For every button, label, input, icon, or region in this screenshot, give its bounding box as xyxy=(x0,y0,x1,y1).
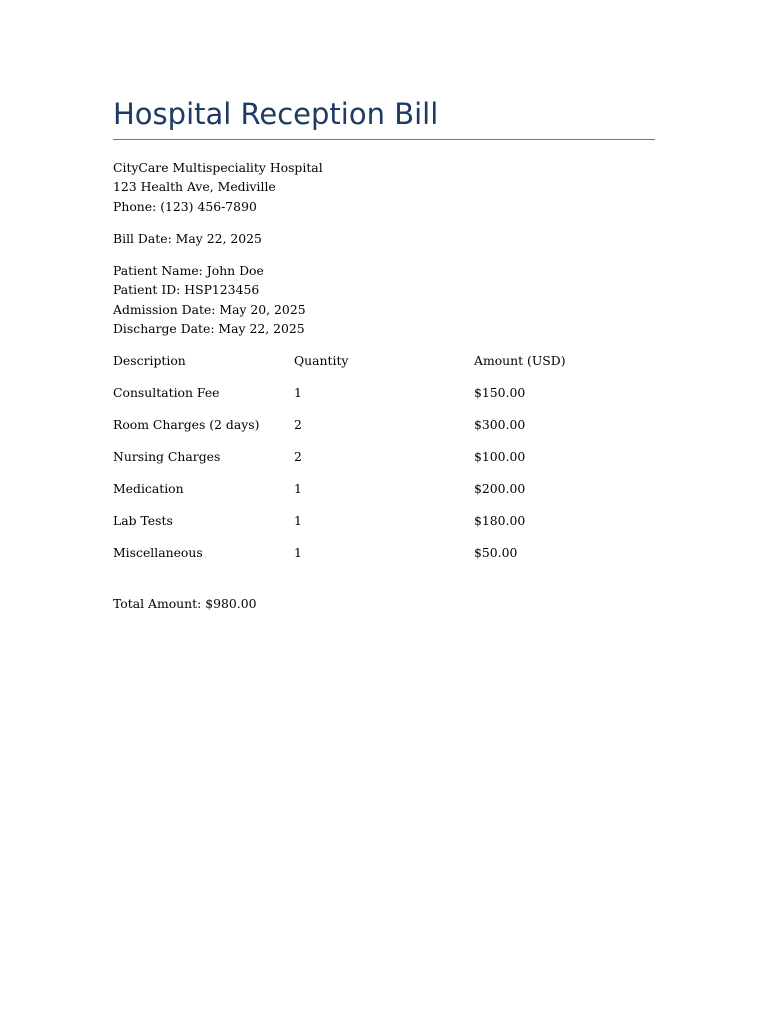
table-row xyxy=(113,509,655,541)
row-amount: $200.00 xyxy=(474,481,526,496)
row-quantity: 2 xyxy=(294,417,302,432)
row-quantity: 1 xyxy=(294,481,302,496)
bill-date-section xyxy=(113,229,262,248)
hospital-address: 123 Health Ave, Mediville xyxy=(113,179,276,195)
patient-name: Patient Name: John Doe xyxy=(113,263,264,278)
row-quantity: 1 xyxy=(294,545,302,560)
charges-header-row xyxy=(113,349,655,381)
row-amount: $50.00 xyxy=(474,545,518,560)
row-description: Room Charges (2 days) xyxy=(113,417,260,432)
row-amount: $300.00 xyxy=(474,417,526,432)
total-amount: Total Amount: $980.00 xyxy=(113,596,257,611)
document-title: Hospital Reception Bill xyxy=(113,97,439,131)
row-quantity: 2 xyxy=(294,449,302,464)
hospital-info xyxy=(113,158,323,216)
row-amount: $100.00 xyxy=(474,449,526,464)
row-description: Consultation Fee xyxy=(113,385,220,400)
title-underline xyxy=(113,139,655,140)
table-row xyxy=(113,381,655,413)
hospital-name: CityCare Multispeciality Hospital xyxy=(113,160,323,175)
row-amount: $180.00 xyxy=(474,513,526,528)
row-quantity: 1 xyxy=(294,513,302,528)
header-amount: Amount (USD) xyxy=(474,353,566,368)
row-description: Medication xyxy=(113,481,184,496)
charges-table xyxy=(113,349,655,573)
header-description: Description xyxy=(113,353,186,368)
patient-info xyxy=(113,261,306,338)
table-row xyxy=(113,413,655,445)
row-description: Miscellaneous xyxy=(113,545,203,560)
row-description: Nursing Charges xyxy=(113,449,221,464)
admission-date: Admission Date: May 20, 2025 xyxy=(113,301,306,317)
discharge-date: Discharge Date: May 22, 2025 xyxy=(113,320,305,336)
patient-id: Patient ID: HSP123456 xyxy=(113,282,260,298)
bill-date: Bill Date: May 22, 2025 xyxy=(113,231,262,246)
row-amount: $150.00 xyxy=(474,385,526,400)
table-row xyxy=(113,541,655,573)
row-quantity: 1 xyxy=(294,385,302,400)
header-quantity: Quantity xyxy=(294,353,349,368)
row-description: Lab Tests xyxy=(113,513,173,528)
table-row xyxy=(113,445,655,477)
table-row xyxy=(113,477,655,509)
hospital-phone: Phone: (123) 456-7890 xyxy=(113,198,257,214)
